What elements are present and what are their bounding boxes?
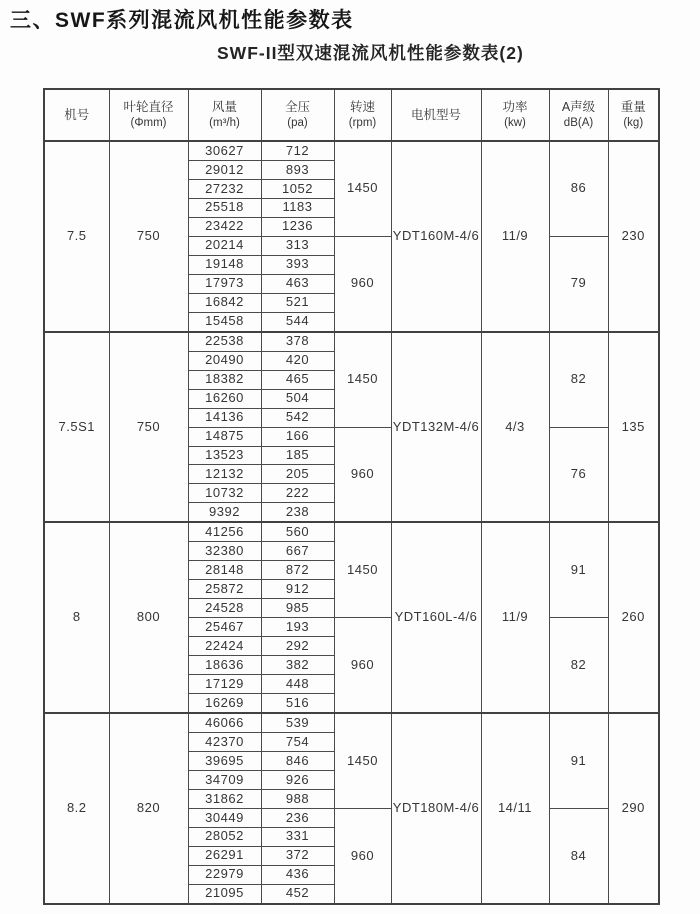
cell-pressure: 539 — [261, 713, 334, 733]
cell-pressure: 516 — [261, 694, 334, 714]
cell-pressure: 465 — [261, 370, 334, 389]
cell-power: 14/11 — [481, 713, 549, 904]
column-header-weight: 重量 (kg) — [608, 89, 659, 141]
cell-airflow: 10732 — [188, 484, 261, 503]
cell-noise-level: 91 — [549, 713, 608, 808]
cell-power: 11/9 — [481, 141, 549, 332]
column-header-noise-level: A声级 dB(A) — [549, 89, 608, 141]
cell-airflow: 30449 — [188, 809, 261, 828]
cell-noise-level: 82 — [549, 618, 608, 713]
cell-airflow: 29012 — [188, 161, 261, 180]
cell-airflow: 17129 — [188, 675, 261, 694]
cell-speed: 1450 — [334, 522, 391, 617]
fan-performance-table — [43, 88, 660, 905]
cell-airflow: 42370 — [188, 733, 261, 752]
cell-speed: 1450 — [334, 141, 391, 236]
cell-airflow: 25518 — [188, 198, 261, 217]
cell-pressure: 544 — [261, 312, 334, 332]
table-subtitle: SWF-II型双速混流风机性能参数表(2) — [217, 43, 524, 63]
cell-pressure: 331 — [261, 827, 334, 846]
cell-pressure: 420 — [261, 351, 334, 370]
cell-pressure: 521 — [261, 293, 334, 312]
header-row — [44, 89, 659, 141]
cell-model: 7.5 — [44, 141, 109, 332]
cell-airflow: 22538 — [188, 332, 261, 352]
cell-airflow: 28148 — [188, 561, 261, 580]
cell-pressure: 448 — [261, 675, 334, 694]
cell-airflow: 25872 — [188, 580, 261, 599]
cell-pressure: 236 — [261, 809, 334, 828]
cell-airflow: 39695 — [188, 752, 261, 771]
cell-airflow: 30627 — [188, 141, 261, 161]
table-row — [44, 522, 659, 542]
cell-pressure: 292 — [261, 637, 334, 656]
cell-airflow: 23422 — [188, 217, 261, 236]
cell-pressure: 393 — [261, 255, 334, 274]
cell-pressure: 238 — [261, 503, 334, 523]
table-body — [44, 141, 659, 904]
cell-noise-level: 82 — [549, 332, 608, 427]
cell-pressure: 205 — [261, 465, 334, 484]
cell-pressure: 1052 — [261, 180, 334, 199]
cell-speed: 960 — [334, 618, 391, 713]
column-header-speed: 转速 (rpm) — [334, 89, 391, 141]
cell-pressure: 222 — [261, 484, 334, 503]
cell-noise-level: 79 — [549, 236, 608, 331]
cell-airflow: 12132 — [188, 465, 261, 484]
cell-model: 8 — [44, 522, 109, 713]
cell-pressure: 988 — [261, 790, 334, 809]
cell-airflow: 15458 — [188, 312, 261, 332]
cell-speed: 960 — [334, 809, 391, 904]
cell-model: 7.5S1 — [44, 332, 109, 523]
table-row — [44, 332, 659, 352]
cell-pressure: 463 — [261, 274, 334, 293]
cell-pressure: 382 — [261, 656, 334, 675]
cell-airflow: 16842 — [188, 293, 261, 312]
cell-airflow: 46066 — [188, 713, 261, 733]
cell-pressure: 504 — [261, 389, 334, 408]
cell-model: 8.2 — [44, 713, 109, 904]
cell-airflow: 25467 — [188, 618, 261, 637]
cell-noise-level: 91 — [549, 522, 608, 617]
cell-airflow: 22424 — [188, 637, 261, 656]
cell-airflow: 27232 — [188, 180, 261, 199]
cell-airflow: 26291 — [188, 846, 261, 865]
cell-airflow: 16269 — [188, 694, 261, 714]
cell-airflow: 20490 — [188, 351, 261, 370]
cell-noise-level: 84 — [549, 809, 608, 904]
cell-noise-level: 86 — [549, 141, 608, 236]
cell-weight: 230 — [608, 141, 659, 332]
cell-impeller-diameter: 750 — [109, 141, 188, 332]
column-header-pressure: 全压 (pa) — [261, 89, 334, 141]
cell-pressure: 893 — [261, 161, 334, 180]
cell-airflow: 32380 — [188, 542, 261, 561]
cell-airflow: 18382 — [188, 370, 261, 389]
cell-airflow: 13523 — [188, 446, 261, 465]
cell-airflow: 34709 — [188, 771, 261, 790]
cell-airflow: 14136 — [188, 408, 261, 427]
cell-pressure: 193 — [261, 618, 334, 637]
cell-airflow: 19148 — [188, 255, 261, 274]
cell-power: 11/9 — [481, 522, 549, 713]
cell-pressure: 436 — [261, 865, 334, 884]
cell-pressure: 926 — [261, 771, 334, 790]
cell-pressure: 754 — [261, 733, 334, 752]
cell-motor-model: YDT180M-4/6 — [391, 713, 481, 904]
cell-pressure: 452 — [261, 884, 334, 904]
table-header — [44, 89, 659, 141]
cell-pressure: 846 — [261, 752, 334, 771]
cell-pressure: 542 — [261, 408, 334, 427]
cell-motor-model: YDT160M-4/6 — [391, 141, 481, 332]
column-header-airflow: 风量 (m³/h) — [188, 89, 261, 141]
cell-airflow: 18636 — [188, 656, 261, 675]
table-row — [44, 713, 659, 733]
cell-airflow: 28052 — [188, 827, 261, 846]
cell-airflow: 9392 — [188, 503, 261, 523]
cell-weight: 135 — [608, 332, 659, 523]
page-title: 三、SWF系列混流风机性能参数表 — [10, 9, 354, 32]
cell-speed: 960 — [334, 236, 391, 331]
cell-weight: 290 — [608, 713, 659, 904]
cell-power: 4/3 — [481, 332, 549, 523]
column-header-model: 机号 — [44, 89, 109, 141]
cell-pressure: 166 — [261, 427, 334, 446]
cell-pressure: 560 — [261, 522, 334, 542]
cell-noise-level: 76 — [549, 427, 608, 522]
cell-speed: 1450 — [334, 332, 391, 427]
cell-speed: 1450 — [334, 713, 391, 808]
cell-pressure: 985 — [261, 599, 334, 618]
cell-airflow: 31862 — [188, 790, 261, 809]
cell-impeller-diameter: 820 — [109, 713, 188, 904]
column-header-motor-model: 电机型号 — [391, 89, 481, 141]
table-row — [44, 141, 659, 161]
cell-airflow: 14875 — [188, 427, 261, 446]
cell-airflow: 20214 — [188, 236, 261, 255]
cell-pressure: 372 — [261, 846, 334, 865]
cell-motor-model: YDT132M-4/6 — [391, 332, 481, 523]
cell-airflow: 41256 — [188, 522, 261, 542]
cell-airflow: 21095 — [188, 884, 261, 904]
cell-airflow: 24528 — [188, 599, 261, 618]
cell-pressure: 185 — [261, 446, 334, 465]
column-header-impeller-diameter: 叶轮直径 (Φmm) — [109, 89, 188, 141]
column-header-power: 功率 (kw) — [481, 89, 549, 141]
cell-impeller-diameter: 800 — [109, 522, 188, 713]
cell-pressure: 1236 — [261, 217, 334, 236]
cell-impeller-diameter: 750 — [109, 332, 188, 523]
cell-pressure: 667 — [261, 542, 334, 561]
cell-pressure: 912 — [261, 580, 334, 599]
cell-airflow: 22979 — [188, 865, 261, 884]
cell-pressure: 872 — [261, 561, 334, 580]
cell-airflow: 16260 — [188, 389, 261, 408]
cell-airflow: 17973 — [188, 274, 261, 293]
cell-pressure: 378 — [261, 332, 334, 352]
cell-motor-model: YDT160L-4/6 — [391, 522, 481, 713]
cell-pressure: 712 — [261, 141, 334, 161]
cell-pressure: 313 — [261, 236, 334, 255]
cell-weight: 260 — [608, 522, 659, 713]
cell-pressure: 1183 — [261, 198, 334, 217]
cell-speed: 960 — [334, 427, 391, 522]
